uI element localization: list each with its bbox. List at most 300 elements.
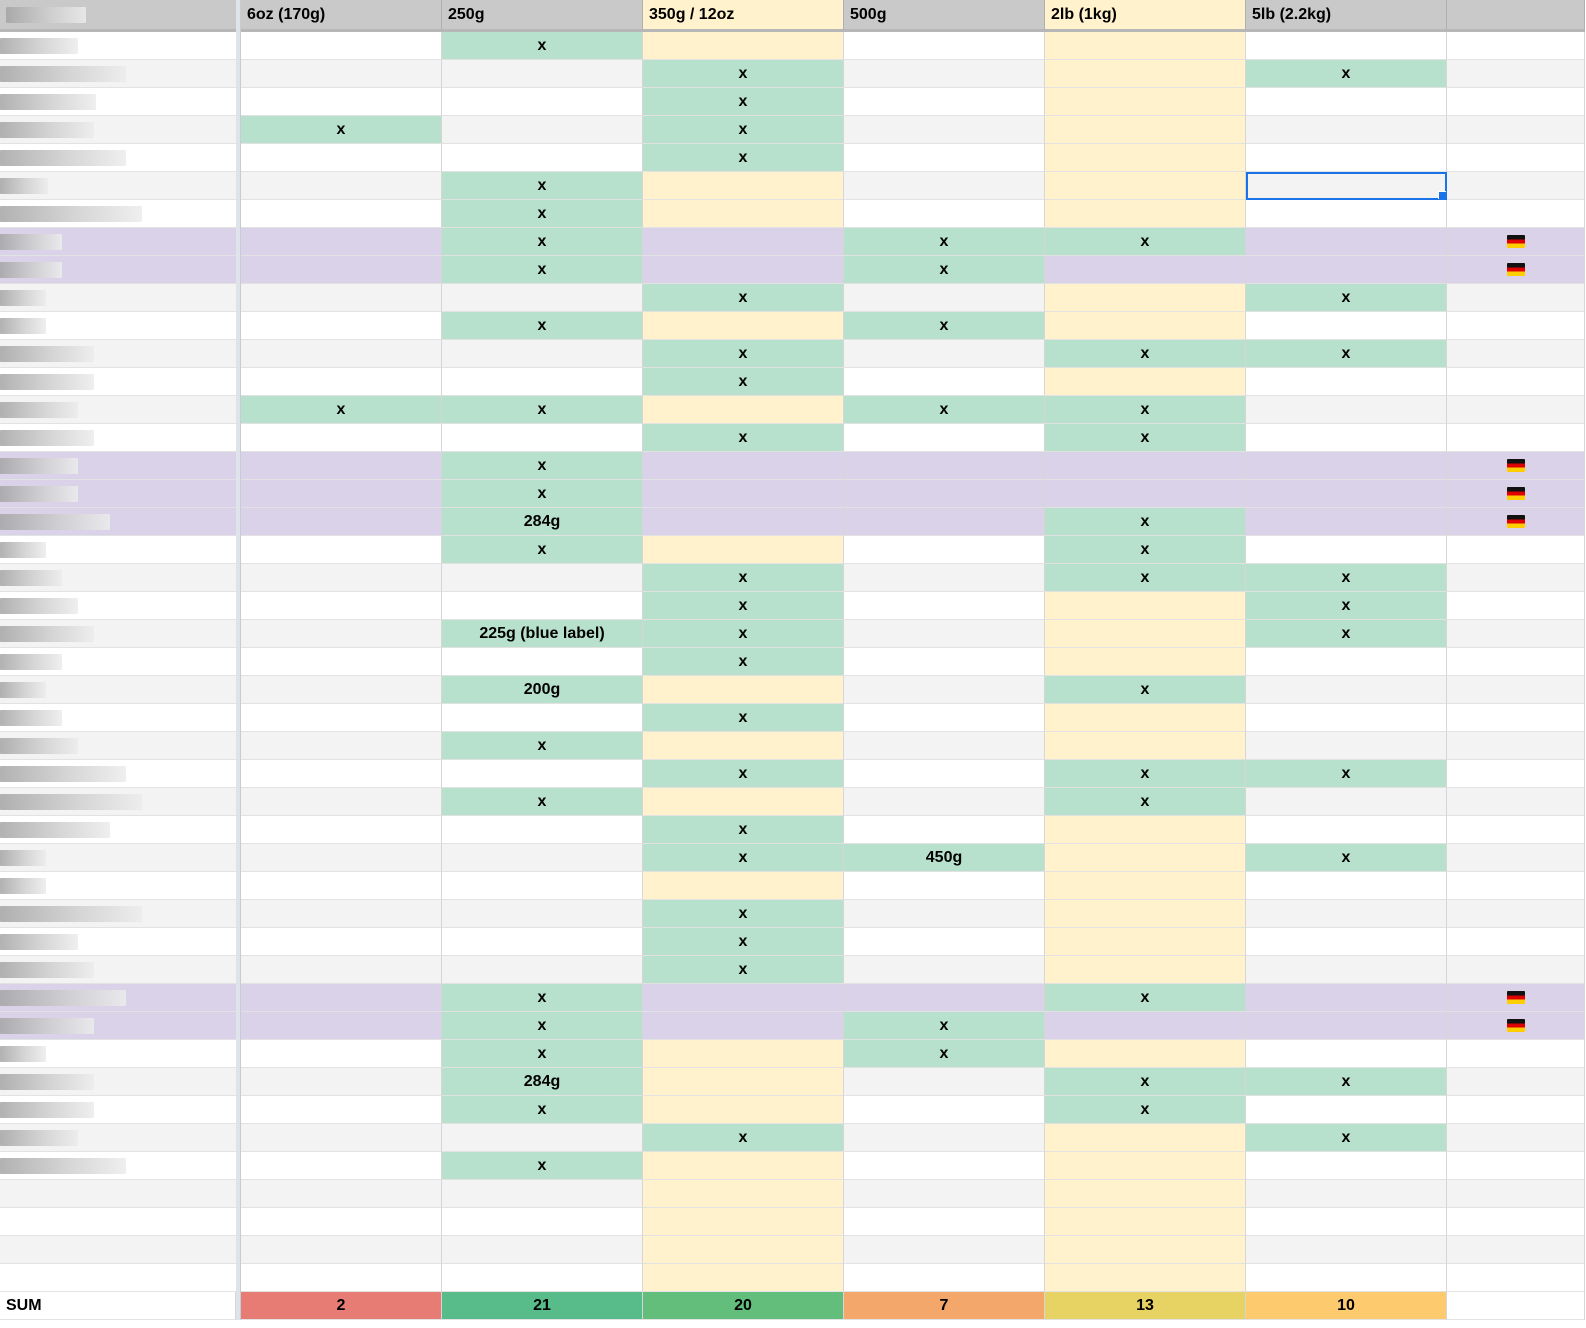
- data-cell[interactable]: [241, 60, 442, 88]
- data-cell[interactable]: [844, 1208, 1045, 1236]
- row-name-cell[interactable]: [0, 480, 236, 508]
- data-cell[interactable]: [643, 312, 844, 340]
- data-cell[interactable]: x: [1045, 228, 1246, 256]
- data-cell[interactable]: [1246, 508, 1447, 536]
- data-cell[interactable]: x: [643, 956, 844, 984]
- data-cell[interactable]: [1246, 676, 1447, 704]
- data-cell[interactable]: [1246, 396, 1447, 424]
- row-name-cell[interactable]: [0, 256, 236, 284]
- data-cell[interactable]: x: [442, 536, 643, 564]
- data-cell[interactable]: [844, 592, 1045, 620]
- data-cell[interactable]: [1045, 1124, 1246, 1152]
- data-cell[interactable]: [241, 816, 442, 844]
- data-cell[interactable]: x: [1045, 760, 1246, 788]
- data-cell[interactable]: [1447, 956, 1585, 984]
- data-cell[interactable]: x: [643, 648, 844, 676]
- data-cell[interactable]: x: [844, 312, 1045, 340]
- data-cell[interactable]: [1447, 760, 1585, 788]
- row-name-cell[interactable]: [0, 452, 236, 480]
- data-cell[interactable]: [1246, 312, 1447, 340]
- data-cell[interactable]: [442, 284, 643, 312]
- data-cell[interactable]: [241, 536, 442, 564]
- data-cell[interactable]: [844, 452, 1045, 480]
- data-cell[interactable]: x: [1246, 760, 1447, 788]
- data-cell[interactable]: [844, 1124, 1045, 1152]
- data-cell[interactable]: 200g: [442, 676, 643, 704]
- data-cell[interactable]: x: [1246, 340, 1447, 368]
- data-cell[interactable]: [844, 424, 1045, 452]
- data-cell[interactable]: [1447, 1208, 1585, 1236]
- data-cell[interactable]: [844, 508, 1045, 536]
- row-name-cell[interactable]: [0, 592, 236, 620]
- data-cell[interactable]: x: [643, 116, 844, 144]
- data-cell[interactable]: [643, 1152, 844, 1180]
- data-cell[interactable]: [1246, 704, 1447, 732]
- data-cell[interactable]: [241, 676, 442, 704]
- data-cell[interactable]: x: [1045, 564, 1246, 592]
- data-cell[interactable]: [1447, 368, 1585, 396]
- row-name-cell[interactable]: [0, 648, 236, 676]
- data-cell[interactable]: [241, 228, 442, 256]
- data-cell[interactable]: x: [643, 60, 844, 88]
- data-cell[interactable]: [241, 704, 442, 732]
- data-cell[interactable]: x: [643, 760, 844, 788]
- row-name-cell[interactable]: [0, 312, 236, 340]
- data-cell[interactable]: [844, 1068, 1045, 1096]
- data-cell[interactable]: [1246, 872, 1447, 900]
- data-cell[interactable]: [1045, 620, 1246, 648]
- data-cell[interactable]: [1447, 1040, 1585, 1068]
- data-cell[interactable]: [1246, 1264, 1447, 1292]
- data-cell[interactable]: [1246, 256, 1447, 284]
- data-cell[interactable]: [1246, 1012, 1447, 1040]
- data-cell[interactable]: [643, 172, 844, 200]
- data-cell[interactable]: [241, 1264, 442, 1292]
- data-cell[interactable]: [1045, 1040, 1246, 1068]
- data-cell[interactable]: [1045, 172, 1246, 200]
- row-name-cell[interactable]: [0, 60, 236, 88]
- data-cell[interactable]: [241, 1124, 442, 1152]
- data-cell[interactable]: [1246, 788, 1447, 816]
- data-cell[interactable]: [643, 1264, 844, 1292]
- data-cell[interactable]: [1447, 1124, 1585, 1152]
- data-cell[interactable]: x: [643, 704, 844, 732]
- data-cell[interactable]: [643, 1208, 844, 1236]
- data-cell[interactable]: 450g: [844, 844, 1045, 872]
- data-cell[interactable]: [844, 872, 1045, 900]
- data-cell[interactable]: [1447, 480, 1585, 508]
- data-cell[interactable]: x: [643, 340, 844, 368]
- data-cell[interactable]: x: [241, 116, 442, 144]
- data-cell[interactable]: [241, 32, 442, 60]
- data-cell[interactable]: [241, 844, 442, 872]
- data-cell[interactable]: [1045, 704, 1246, 732]
- data-cell[interactable]: [1246, 368, 1447, 396]
- data-cell[interactable]: [241, 144, 442, 172]
- row-name-cell[interactable]: [0, 396, 236, 424]
- data-cell[interactable]: [1045, 1012, 1246, 1040]
- row-name-cell[interactable]: [0, 956, 236, 984]
- data-cell[interactable]: [1045, 732, 1246, 760]
- data-cell[interactable]: [844, 984, 1045, 1012]
- data-cell[interactable]: [844, 1180, 1045, 1208]
- data-cell[interactable]: [844, 200, 1045, 228]
- row-name-cell[interactable]: [0, 1180, 236, 1208]
- data-cell[interactable]: [1447, 88, 1585, 116]
- data-cell[interactable]: [241, 872, 442, 900]
- data-cell[interactable]: [442, 88, 643, 116]
- row-name-cell[interactable]: [0, 228, 236, 256]
- data-cell[interactable]: x: [1246, 620, 1447, 648]
- data-cell[interactable]: [844, 1236, 1045, 1264]
- row-name-cell[interactable]: [0, 508, 236, 536]
- data-cell[interactable]: [241, 564, 442, 592]
- data-cell[interactable]: x: [442, 452, 643, 480]
- data-cell[interactable]: [1246, 1040, 1447, 1068]
- data-cell[interactable]: [1246, 984, 1447, 1012]
- data-cell[interactable]: x: [643, 88, 844, 116]
- data-cell[interactable]: [844, 620, 1045, 648]
- row-name-cell[interactable]: [0, 1068, 236, 1096]
- data-cell[interactable]: [442, 60, 643, 88]
- row-name-cell[interactable]: [0, 760, 236, 788]
- data-cell[interactable]: [241, 928, 442, 956]
- data-cell[interactable]: [1447, 1068, 1585, 1096]
- data-cell[interactable]: [1447, 844, 1585, 872]
- data-cell[interactable]: 284g: [442, 508, 643, 536]
- data-cell[interactable]: [643, 32, 844, 60]
- data-cell[interactable]: [241, 732, 442, 760]
- data-cell[interactable]: [241, 648, 442, 676]
- data-cell[interactable]: [442, 424, 643, 452]
- data-cell[interactable]: [1447, 816, 1585, 844]
- data-cell[interactable]: [442, 816, 643, 844]
- data-cell[interactable]: [643, 1012, 844, 1040]
- data-cell[interactable]: [1045, 1208, 1246, 1236]
- row-name-cell[interactable]: [0, 1236, 236, 1264]
- data-cell[interactable]: [1045, 480, 1246, 508]
- row-name-cell[interactable]: [0, 900, 236, 928]
- data-cell[interactable]: [1045, 116, 1246, 144]
- data-cell[interactable]: x: [442, 228, 643, 256]
- data-cell[interactable]: [1447, 340, 1585, 368]
- data-cell[interactable]: [442, 704, 643, 732]
- data-cell[interactable]: [241, 508, 442, 536]
- data-cell[interactable]: x: [442, 732, 643, 760]
- data-cell[interactable]: [844, 284, 1045, 312]
- data-cell[interactable]: [643, 1068, 844, 1096]
- data-cell[interactable]: [241, 1208, 442, 1236]
- data-cell[interactable]: [1447, 60, 1585, 88]
- data-cell[interactable]: [442, 648, 643, 676]
- data-cell[interactable]: x: [1246, 60, 1447, 88]
- data-cell[interactable]: [241, 760, 442, 788]
- sum-cell[interactable]: 20: [643, 1292, 844, 1320]
- row-name-cell[interactable]: [0, 1124, 236, 1152]
- row-name-cell[interactable]: [0, 1040, 236, 1068]
- data-cell[interactable]: [241, 200, 442, 228]
- data-cell[interactable]: [241, 88, 442, 116]
- data-cell[interactable]: [241, 620, 442, 648]
- row-name-cell[interactable]: [0, 1012, 236, 1040]
- row-name-cell[interactable]: [0, 424, 236, 452]
- data-cell[interactable]: [241, 1236, 442, 1264]
- data-cell[interactable]: [1447, 872, 1585, 900]
- data-cell[interactable]: x: [442, 172, 643, 200]
- data-cell[interactable]: [844, 368, 1045, 396]
- row-name-cell[interactable]: [0, 1096, 236, 1124]
- data-cell[interactable]: x: [643, 592, 844, 620]
- data-cell[interactable]: [844, 88, 1045, 116]
- data-cell[interactable]: [1246, 928, 1447, 956]
- data-cell[interactable]: x: [442, 312, 643, 340]
- data-cell[interactable]: [1246, 900, 1447, 928]
- data-cell[interactable]: [1045, 1236, 1246, 1264]
- data-cell[interactable]: [1447, 984, 1585, 1012]
- data-cell[interactable]: [1447, 256, 1585, 284]
- data-cell[interactable]: [844, 116, 1045, 144]
- data-cell[interactable]: [241, 592, 442, 620]
- row-name-cell[interactable]: [0, 816, 236, 844]
- data-cell[interactable]: [1447, 704, 1585, 732]
- data-cell[interactable]: [1447, 200, 1585, 228]
- row-name-cell[interactable]: [0, 620, 236, 648]
- data-cell[interactable]: x: [1246, 592, 1447, 620]
- data-cell[interactable]: [1045, 452, 1246, 480]
- data-cell[interactable]: [442, 1124, 643, 1152]
- row-name-cell[interactable]: [0, 984, 236, 1012]
- data-cell[interactable]: [1246, 32, 1447, 60]
- data-cell[interactable]: [442, 844, 643, 872]
- data-cell[interactable]: x: [1045, 984, 1246, 1012]
- data-cell[interactable]: [1045, 32, 1246, 60]
- data-cell[interactable]: [1045, 256, 1246, 284]
- data-cell[interactable]: x: [643, 620, 844, 648]
- data-cell[interactable]: [241, 368, 442, 396]
- data-cell[interactable]: [643, 536, 844, 564]
- data-cell[interactable]: [1045, 1152, 1246, 1180]
- row-name-cell[interactable]: [0, 788, 236, 816]
- column-header[interactable]: [1447, 0, 1585, 32]
- data-cell[interactable]: [1045, 816, 1246, 844]
- row-name-cell[interactable]: [0, 844, 236, 872]
- row-name-cell[interactable]: [0, 872, 236, 900]
- data-cell[interactable]: [643, 1040, 844, 1068]
- data-cell[interactable]: [1447, 508, 1585, 536]
- data-cell[interactable]: x: [442, 1012, 643, 1040]
- row-name-cell[interactable]: [0, 564, 236, 592]
- data-cell[interactable]: [1045, 956, 1246, 984]
- data-cell[interactable]: [844, 1264, 1045, 1292]
- data-cell[interactable]: [1045, 284, 1246, 312]
- data-cell[interactable]: [844, 340, 1045, 368]
- data-cell[interactable]: [241, 340, 442, 368]
- data-cell[interactable]: [1447, 228, 1585, 256]
- data-cell[interactable]: [643, 872, 844, 900]
- data-cell[interactable]: [844, 536, 1045, 564]
- data-cell[interactable]: [643, 1096, 844, 1124]
- row-name-cell[interactable]: [0, 1152, 236, 1180]
- data-cell[interactable]: [1045, 900, 1246, 928]
- row-name-cell[interactable]: [0, 172, 236, 200]
- data-cell[interactable]: [844, 60, 1045, 88]
- sum-cell[interactable]: 13: [1045, 1292, 1246, 1320]
- data-cell[interactable]: [1246, 144, 1447, 172]
- column-header[interactable]: 350g / 12oz: [643, 0, 844, 32]
- data-cell[interactable]: [241, 452, 442, 480]
- data-cell[interactable]: [1246, 1096, 1447, 1124]
- row-name-cell[interactable]: [0, 116, 236, 144]
- data-cell[interactable]: [643, 480, 844, 508]
- data-cell[interactable]: x: [442, 984, 643, 1012]
- data-cell[interactable]: [1246, 200, 1447, 228]
- data-cell[interactable]: x: [442, 788, 643, 816]
- column-header[interactable]: 2lb (1kg): [1045, 0, 1246, 32]
- data-cell[interactable]: [442, 1264, 643, 1292]
- data-cell[interactable]: x: [241, 396, 442, 424]
- data-cell[interactable]: [1045, 1180, 1246, 1208]
- data-cell[interactable]: x: [844, 1012, 1045, 1040]
- data-cell[interactable]: [643, 984, 844, 1012]
- data-cell[interactable]: [1246, 228, 1447, 256]
- row-name-cell[interactable]: [0, 536, 236, 564]
- data-cell[interactable]: [844, 788, 1045, 816]
- sum-cell[interactable]: 7: [844, 1292, 1045, 1320]
- data-cell[interactable]: [241, 256, 442, 284]
- data-cell[interactable]: [844, 1096, 1045, 1124]
- data-cell[interactable]: [1447, 900, 1585, 928]
- data-cell[interactable]: x: [1045, 508, 1246, 536]
- data-cell[interactable]: [241, 424, 442, 452]
- data-cell[interactable]: [1246, 116, 1447, 144]
- data-cell[interactable]: [1447, 592, 1585, 620]
- data-cell[interactable]: x: [844, 256, 1045, 284]
- data-cell[interactable]: [844, 732, 1045, 760]
- data-cell[interactable]: x: [1246, 1068, 1447, 1096]
- data-cell[interactable]: [241, 172, 442, 200]
- data-cell[interactable]: [1045, 144, 1246, 172]
- data-cell[interactable]: [1246, 1180, 1447, 1208]
- data-cell[interactable]: [643, 200, 844, 228]
- data-cell[interactable]: [1246, 816, 1447, 844]
- data-cell[interactable]: x: [643, 900, 844, 928]
- data-cell[interactable]: [643, 1180, 844, 1208]
- data-cell[interactable]: [1447, 424, 1585, 452]
- data-cell[interactable]: [844, 1152, 1045, 1180]
- data-cell[interactable]: [442, 1208, 643, 1236]
- data-cell[interactable]: x: [442, 1040, 643, 1068]
- data-cell[interactable]: [442, 1180, 643, 1208]
- data-cell[interactable]: [1045, 872, 1246, 900]
- sum-cell[interactable]: 10: [1246, 1292, 1447, 1320]
- column-header[interactable]: 5lb (2.2kg): [1246, 0, 1447, 32]
- data-cell[interactable]: x: [442, 1096, 643, 1124]
- data-cell[interactable]: x: [1045, 1096, 1246, 1124]
- data-cell[interactable]: 225g (blue label): [442, 620, 643, 648]
- row-name-cell[interactable]: [0, 340, 236, 368]
- data-cell[interactable]: [1447, 620, 1585, 648]
- data-cell[interactable]: [241, 984, 442, 1012]
- data-cell[interactable]: [1447, 284, 1585, 312]
- data-cell[interactable]: [241, 1096, 442, 1124]
- row-name-cell[interactable]: [0, 704, 236, 732]
- data-cell[interactable]: x: [1246, 284, 1447, 312]
- data-cell[interactable]: [1246, 452, 1447, 480]
- data-cell[interactable]: [1045, 648, 1246, 676]
- data-cell[interactable]: [241, 312, 442, 340]
- data-cell[interactable]: x: [1246, 844, 1447, 872]
- data-cell[interactable]: x: [643, 368, 844, 396]
- data-cell[interactable]: [1447, 144, 1585, 172]
- data-cell[interactable]: [1447, 172, 1585, 200]
- row-name-cell[interactable]: [0, 144, 236, 172]
- data-cell[interactable]: [643, 452, 844, 480]
- data-cell[interactable]: [643, 228, 844, 256]
- sum-cell[interactable]: 2: [241, 1292, 442, 1320]
- data-cell[interactable]: x: [442, 396, 643, 424]
- data-cell[interactable]: [241, 1152, 442, 1180]
- data-cell[interactable]: [1045, 1264, 1246, 1292]
- data-cell[interactable]: x: [1045, 396, 1246, 424]
- data-cell[interactable]: [1246, 480, 1447, 508]
- data-cell[interactable]: [844, 900, 1045, 928]
- data-cell[interactable]: [643, 1236, 844, 1264]
- data-cell[interactable]: [1447, 116, 1585, 144]
- row-name-cell[interactable]: [0, 676, 236, 704]
- data-cell[interactable]: [442, 564, 643, 592]
- data-cell[interactable]: [643, 508, 844, 536]
- data-cell[interactable]: x: [844, 1040, 1045, 1068]
- data-cell[interactable]: x: [1045, 1068, 1246, 1096]
- row-name-cell[interactable]: [0, 284, 236, 312]
- data-cell[interactable]: [442, 116, 643, 144]
- data-cell[interactable]: [844, 956, 1045, 984]
- data-cell[interactable]: [643, 256, 844, 284]
- data-cell[interactable]: [1246, 1152, 1447, 1180]
- data-cell[interactable]: x: [442, 32, 643, 60]
- data-cell[interactable]: [844, 704, 1045, 732]
- column-header[interactable]: 500g: [844, 0, 1045, 32]
- data-cell[interactable]: x: [643, 284, 844, 312]
- data-cell[interactable]: [442, 592, 643, 620]
- data-cell[interactable]: [1045, 592, 1246, 620]
- data-cell[interactable]: [844, 676, 1045, 704]
- data-cell[interactable]: x: [1045, 424, 1246, 452]
- data-cell[interactable]: [241, 900, 442, 928]
- sum-cell[interactable]: [1447, 1292, 1585, 1320]
- selected-cell[interactable]: [1246, 172, 1447, 200]
- data-cell[interactable]: [241, 788, 442, 816]
- data-cell[interactable]: [1246, 956, 1447, 984]
- data-cell[interactable]: x: [643, 144, 844, 172]
- data-cell[interactable]: [1045, 88, 1246, 116]
- data-cell[interactable]: [442, 956, 643, 984]
- data-cell[interactable]: [1246, 732, 1447, 760]
- data-cell[interactable]: [844, 564, 1045, 592]
- data-cell[interactable]: [844, 172, 1045, 200]
- data-cell[interactable]: [1045, 200, 1246, 228]
- data-cell[interactable]: [442, 760, 643, 788]
- data-cell[interactable]: x: [442, 480, 643, 508]
- data-cell[interactable]: [241, 284, 442, 312]
- data-cell[interactable]: [1045, 60, 1246, 88]
- data-cell[interactable]: x: [643, 928, 844, 956]
- data-cell[interactable]: [1246, 1208, 1447, 1236]
- data-cell[interactable]: [844, 928, 1045, 956]
- data-cell[interactable]: [844, 760, 1045, 788]
- data-cell[interactable]: [844, 144, 1045, 172]
- data-cell[interactable]: x: [844, 396, 1045, 424]
